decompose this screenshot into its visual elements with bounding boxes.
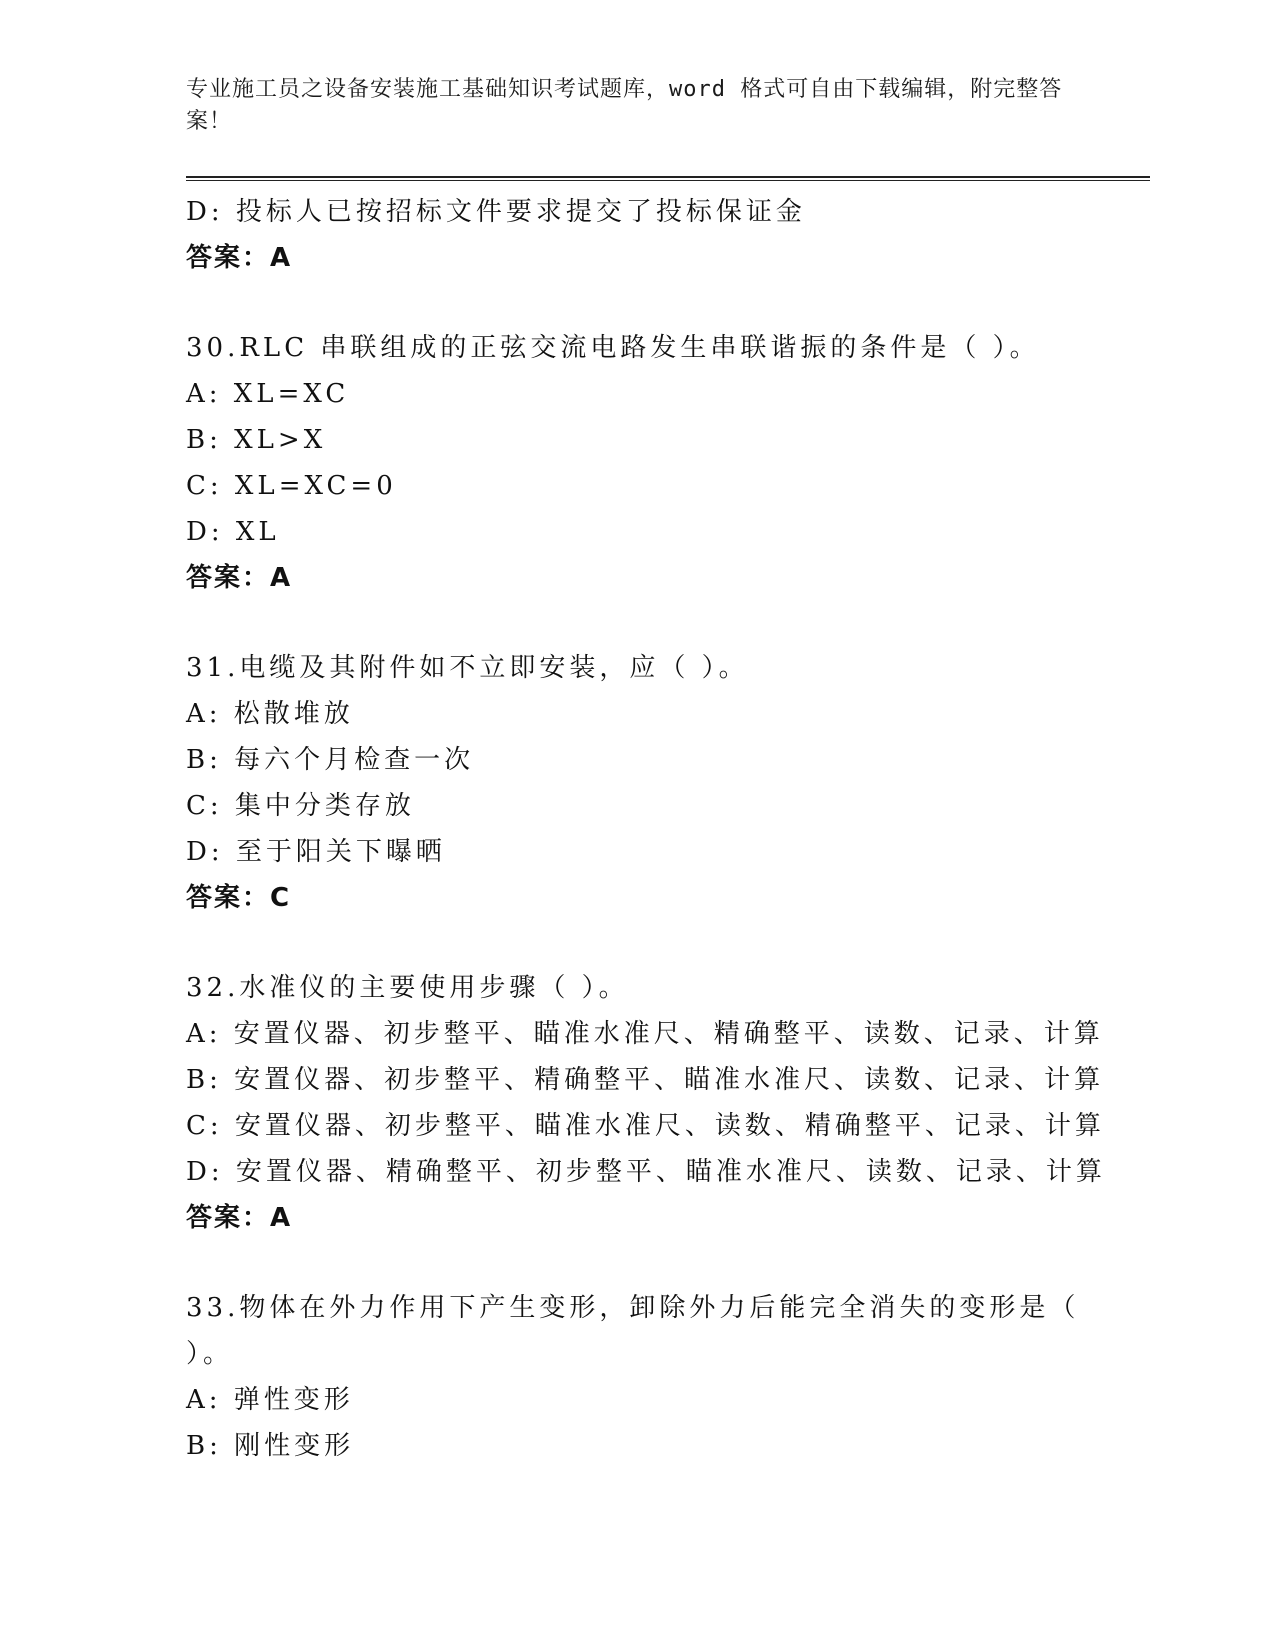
question-32-answer: 答案：A bbox=[186, 1203, 293, 1233]
question-31-stem: 31.电缆及其附件如不立即安装，应（ ）。 bbox=[186, 653, 749, 683]
question-32-option-b: B: 安置仪器、初步整平、精确整平、瞄准水准尺、读数、记录、计算 bbox=[186, 1065, 1105, 1095]
page-header: 专业施工员之设备安装施工基础知识考试题库，word 格式可自由下载编辑，附完整答案！ bbox=[186, 77, 1063, 134]
question-30-option-a: A: XL=XC bbox=[186, 379, 350, 409]
spacer bbox=[186, 281, 1186, 325]
spacer bbox=[186, 601, 1186, 645]
question-31-option-d: D: 至于阳关下曝晒 bbox=[186, 837, 446, 867]
spacer bbox=[186, 921, 1186, 965]
question-32-stem: 32.水准仪的主要使用步骤（ ）。 bbox=[186, 973, 629, 1003]
question-31-option-a: A: 松散堆放 bbox=[186, 699, 354, 729]
question-32-option-d: D: 安置仪器、精确整平、初步整平、瞄准水准尺、读数、记录、计算 bbox=[186, 1157, 1106, 1187]
question-33-option-b: B: 刚性变形 bbox=[186, 1431, 355, 1461]
question-32-option-a: A: 安置仪器、初步整平、瞄准水准尺、精确整平、读数、记录、计算 bbox=[186, 1019, 1104, 1049]
question-30-option-b: B: XL>X bbox=[186, 425, 327, 455]
answer-line: 答案：A bbox=[186, 243, 293, 273]
question-33-stem: 33.物体在外力作用下产生变形，卸除外力后能完全消失的变形是（ bbox=[186, 1293, 1080, 1323]
question-31-option-b: B: 每六个月检查一次 bbox=[186, 745, 475, 775]
spacer bbox=[186, 1241, 1186, 1285]
option-d: D: 投标人已按招标文件要求提交了投标保证金 bbox=[186, 197, 806, 227]
question-content bbox=[186, 189, 1186, 1469]
question-33-option-a: A: 弹性变形 bbox=[186, 1385, 354, 1415]
question-31-option-c: C: 集中分类存放 bbox=[186, 791, 415, 821]
question-30-stem: 30.RLC 串联组成的正弦交流电路发生串联谐振的条件是（ ）。 bbox=[186, 333, 1040, 363]
question-30-answer: 答案：A bbox=[186, 563, 293, 593]
question-30-option-c: C: XL=XC=0 bbox=[186, 471, 397, 501]
question-31-answer: 答案：C bbox=[186, 883, 292, 913]
question-32-option-c: C: 安置仪器、初步整平、瞄准水准尺、读数、精确整平、记录、计算 bbox=[186, 1111, 1105, 1141]
question-30-option-d: D: XL bbox=[186, 517, 280, 547]
header-divider bbox=[186, 176, 1150, 181]
question-33-stem-cont: ）。 bbox=[186, 1339, 234, 1369]
